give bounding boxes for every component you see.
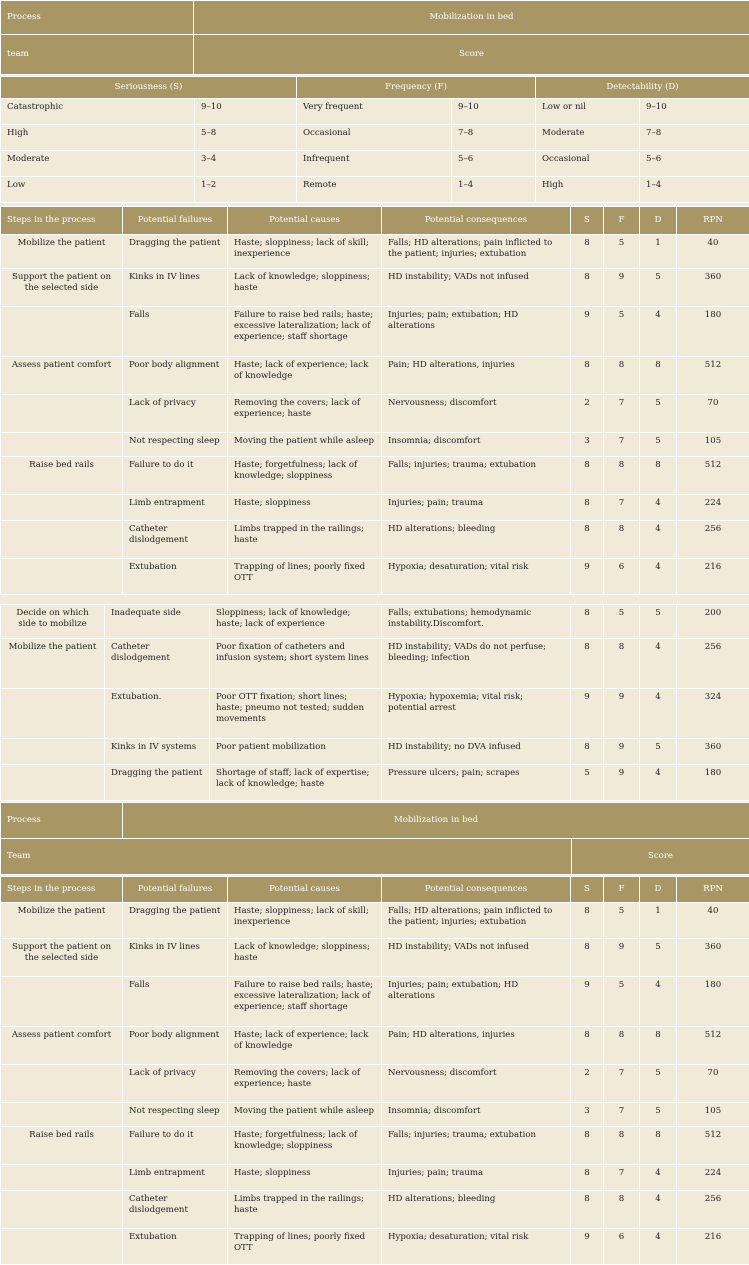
process-value-2: Mobilization in bed	[123, 803, 749, 839]
table-cell: Injuries; pain; trauma	[382, 495, 571, 521]
table-cell: 5	[604, 903, 640, 939]
table-cell: Failure to raise bed rails; haste; excessive lateralization; lack of experience; staff shortage	[228, 307, 382, 357]
table-cell: Falls; injuries; trauma; extubation	[382, 1127, 571, 1165]
table-cell: Nervousness; discomfort	[382, 1065, 571, 1103]
table-cell: Trapping of lines; poorly fixed OTT	[228, 559, 382, 595]
table-cell: 1	[640, 903, 677, 939]
table-cell: 70	[677, 395, 749, 433]
scale-cell: 5–6	[452, 151, 536, 177]
process-header-block	[0, 0, 749, 75]
table-cell: 9	[604, 269, 640, 307]
table-cell: 256	[677, 1191, 749, 1229]
table-cell: 180	[677, 765, 749, 801]
table-cell: Poor body alignment	[123, 357, 228, 395]
table-cell: Mobilize the patient	[1, 903, 123, 939]
table-row	[1, 1165, 749, 1191]
table-cell: Pressure ulcers; pain; scrapes	[382, 765, 571, 801]
table-cell	[1, 1229, 123, 1265]
table-row	[1, 1027, 749, 1065]
scale-row	[1, 151, 749, 177]
table-cell: 9	[604, 739, 640, 765]
table-cell: HD alterations; bleeding	[382, 1191, 571, 1229]
table-cell: 4	[640, 1191, 677, 1229]
table-row	[1, 521, 749, 559]
table-row	[1, 559, 749, 595]
table-cell	[1, 1103, 123, 1127]
table-cell: Insomnia; discomfort	[382, 1103, 571, 1127]
table-cell: Hypoxia; desaturation; vital risk	[382, 1229, 571, 1265]
table-cell: 5	[640, 1065, 677, 1103]
table-row	[1, 939, 749, 977]
table-cell: Insomnia; discomfort	[382, 433, 571, 457]
table-cell: 200	[677, 605, 749, 639]
column-header: Steps in the process	[1, 207, 123, 235]
table-cell: Decide on which side to mobilize	[1, 605, 105, 639]
scoring-scale-table	[0, 76, 749, 203]
table-cell: 8	[604, 1027, 640, 1065]
table-cell: 4	[640, 559, 677, 595]
table-cell: Poor fixation of catheters and infusion system; short system lines	[210, 639, 382, 689]
column-header: Potential causes	[228, 207, 382, 235]
frequency-header: Frequency (F)	[297, 77, 536, 99]
column-header: Potential consequences	[382, 207, 571, 235]
team-label: team	[1, 35, 194, 75]
scale-row	[1, 125, 749, 151]
table-row	[1, 307, 749, 357]
table-cell: 8	[571, 1191, 604, 1229]
table-cell: 7	[604, 495, 640, 521]
table-cell: Trapping of lines; poorly fixed OTT	[228, 1229, 382, 1265]
process-label: Process	[1, 1, 194, 35]
table-cell: 5	[640, 395, 677, 433]
table-cell: 8	[604, 521, 640, 559]
table-cell: Hypoxia; hypoxemia; vital risk; potential arrest	[382, 689, 571, 739]
scale-cell: High	[1, 125, 195, 151]
scale-cell: 7–8	[452, 125, 536, 151]
table-cell: 8	[604, 457, 640, 495]
table-row	[1, 1065, 749, 1103]
table-cell	[1, 977, 123, 1027]
table-cell: 9	[604, 689, 640, 739]
fmea-table-3	[0, 876, 749, 1265]
table-row	[1, 357, 749, 395]
table-cell: Catheter dislodgement	[123, 521, 228, 559]
column-header: F	[604, 207, 640, 235]
table-cell: 4	[640, 689, 677, 739]
score-label: Score	[194, 35, 749, 75]
table-cell: 512	[677, 1127, 749, 1165]
column-header: D	[640, 207, 677, 235]
scale-cell: Moderate	[1, 151, 195, 177]
table-cell	[1, 739, 105, 765]
table-cell: Hypoxia; desaturation; vital risk	[382, 559, 571, 595]
table-cell: 224	[677, 1165, 749, 1191]
table-cell: 9	[571, 1229, 604, 1265]
table-row	[1, 269, 749, 307]
table-cell: Poor OTT fixation; short lines; haste; pneumo not tested; sudden movements	[210, 689, 382, 739]
table-cell: Falls	[123, 307, 228, 357]
table-cell: 5	[604, 605, 640, 639]
scale-row	[1, 177, 749, 203]
table-cell: Inadequate side	[105, 605, 210, 639]
table-cell: 6	[604, 1229, 640, 1265]
scale-cell: 1–4	[452, 177, 536, 203]
scale-cell: 7–8	[640, 125, 749, 151]
table-cell: Extubation	[123, 1229, 228, 1265]
column-header: RPN	[677, 207, 749, 235]
table-cell: Falls; injuries; trauma; extubation	[382, 457, 571, 495]
table-cell: Sloppiness; lack of knowledge; haste; lack of experience	[210, 605, 382, 639]
table-cell: Mobilize the patient	[1, 639, 105, 689]
table-cell: Catheter dislodgement	[105, 639, 210, 689]
table-cell: 105	[677, 1103, 749, 1127]
table-cell: 3	[571, 1103, 604, 1127]
table-cell: Limbs trapped in the railings; haste	[228, 521, 382, 559]
scale-cell: 3–4	[195, 151, 297, 177]
table-cell: Falls; extubations; hemodynamic instability.Discomfort.	[382, 605, 571, 639]
table-cell	[1, 1191, 123, 1229]
table-cell: 7	[604, 1065, 640, 1103]
table-cell: 256	[677, 639, 749, 689]
seriousness-header: Seriousness (S)	[1, 77, 297, 99]
table-cell	[1, 559, 123, 595]
table-row	[1, 765, 749, 801]
table-cell: Injuries; pain; extubation; HD alterations	[382, 307, 571, 357]
table-cell: Limb entrapment	[123, 1165, 228, 1191]
table-cell: Dragging the patient	[123, 235, 228, 269]
table-cell: Kinks in IV lines	[123, 269, 228, 307]
table-cell: 360	[677, 739, 749, 765]
table-cell: 9	[571, 559, 604, 595]
scale-cell: Remote	[297, 177, 452, 203]
table-cell: 2	[571, 1065, 604, 1103]
table-cell: Kinks in IV systems	[105, 739, 210, 765]
table-cell: 9	[571, 307, 604, 357]
table-cell: 8	[571, 495, 604, 521]
table-cell: Haste; forgetfulness; lack of knowledge; sloppiness	[228, 1127, 382, 1165]
table-cell: Pain; HD alterations, injuries	[382, 357, 571, 395]
scale-cell: 1–2	[195, 177, 297, 203]
table-cell: Nervousness; discomfort	[382, 395, 571, 433]
table-cell: 180	[677, 977, 749, 1027]
table-cell: Not respecting sleep	[123, 433, 228, 457]
table-cell: 256	[677, 521, 749, 559]
table-cell: 360	[677, 269, 749, 307]
table-cell: 3	[571, 433, 604, 457]
table-cell: Raise bed rails	[1, 457, 123, 495]
table-cell: 8	[604, 357, 640, 395]
column-header: F	[604, 877, 640, 903]
table-cell: Poor body alignment	[123, 1027, 228, 1065]
table-cell: 8	[640, 357, 677, 395]
fmea-table-1-block	[0, 206, 749, 595]
table-cell: Limb entrapment	[123, 495, 228, 521]
table-cell: 7	[604, 433, 640, 457]
table-cell: Haste; sloppiness	[228, 495, 382, 521]
table-cell: 216	[677, 559, 749, 595]
column-header: S	[571, 877, 604, 903]
column-header: D	[640, 877, 677, 903]
table-row	[1, 1127, 749, 1165]
scale-cell: Occasional	[536, 151, 640, 177]
table-cell: Haste; lack of experience; lack of knowledge	[228, 1027, 382, 1065]
table-row	[1, 605, 749, 639]
table-cell: 5	[571, 765, 604, 801]
scale-cell: Occasional	[297, 125, 452, 151]
table-cell: 7	[604, 1165, 640, 1191]
table-cell: 4	[640, 495, 677, 521]
table-cell: Catheter dislodgement	[123, 1191, 228, 1229]
table-cell: Dragging the patient	[123, 903, 228, 939]
table-cell: Haste; lack of experience; lack of knowledge	[228, 357, 382, 395]
table-cell: 8	[640, 1027, 677, 1065]
process-header-block-2	[0, 802, 749, 875]
scale-cell: 1–4	[640, 177, 749, 203]
table-cell: Removing the covers; lack of experience; haste	[228, 395, 382, 433]
table-cell: HD instability; no DVA infused	[382, 739, 571, 765]
table-cell: 5	[640, 269, 677, 307]
process-value: Mobilization in bed	[194, 1, 749, 35]
table-row	[1, 495, 749, 521]
table-cell: Falls; HD alterations; pain inflicted to the patient; injuries; extubation	[382, 903, 571, 939]
table-cell: 8	[571, 1127, 604, 1165]
scale-cell: Very frequent	[297, 99, 452, 125]
detectability-header: Detectability (D)	[536, 77, 749, 99]
scale-cell: High	[536, 177, 640, 203]
table-cell	[1, 307, 123, 357]
scoring-scale-block	[0, 76, 749, 203]
table-cell	[1, 1165, 123, 1191]
scale-cell: Catastrophic	[1, 99, 195, 125]
table-cell: Haste; forgetfulness; lack of knowledge; sloppiness	[228, 457, 382, 495]
table-cell: 8	[571, 457, 604, 495]
table-cell: 4	[640, 1229, 677, 1265]
table-cell: 8	[571, 739, 604, 765]
table-cell: Kinks in IV lines	[123, 939, 228, 977]
table-cell: 5	[640, 605, 677, 639]
team-label-2: Team	[1, 839, 572, 875]
table-cell: Failure to do it	[123, 457, 228, 495]
table-cell: 7	[604, 1103, 640, 1127]
table-cell: 8	[640, 1127, 677, 1165]
fmea-table-2-block	[0, 604, 749, 801]
table-cell: Extubation	[123, 559, 228, 595]
table-cell	[1, 689, 105, 739]
table-cell: Assess patient comfort	[1, 1027, 123, 1065]
score-label-2: Score	[572, 839, 749, 875]
fmea-table-3-block	[0, 876, 749, 1265]
table-cell: Lack of knowledge; sloppiness; haste	[228, 939, 382, 977]
table-cell: 4	[640, 307, 677, 357]
table-cell: 5	[604, 235, 640, 269]
table-row	[1, 639, 749, 689]
scale-cell: 9–10	[195, 99, 297, 125]
table-cell: 4	[640, 639, 677, 689]
table-cell: 9	[571, 977, 604, 1027]
table-cell: Not respecting sleep	[123, 1103, 228, 1127]
table-cell: 105	[677, 433, 749, 457]
table-cell: 216	[677, 1229, 749, 1265]
table-cell: 4	[640, 765, 677, 801]
table-row	[1, 457, 749, 495]
table-cell: 8	[604, 1127, 640, 1165]
table-cell: Raise bed rails	[1, 1127, 123, 1165]
table-cell: 5	[640, 739, 677, 765]
scale-cell: Low	[1, 177, 195, 203]
table-cell: Extubation.	[105, 689, 210, 739]
scale-cell: 9–10	[452, 99, 536, 125]
table-cell: Injuries; pain; trauma	[382, 1165, 571, 1191]
table-cell: 8	[571, 1165, 604, 1191]
table-cell: Failure to do it	[123, 1127, 228, 1165]
table-cell	[1, 495, 123, 521]
fmea-table-2	[0, 604, 749, 801]
table-cell: 5	[604, 977, 640, 1027]
scale-row	[1, 99, 749, 125]
table-cell: 8	[571, 639, 604, 689]
table-cell: 224	[677, 495, 749, 521]
table-cell	[1, 765, 105, 801]
table-cell: 1	[640, 235, 677, 269]
column-header: Potential failures	[123, 207, 228, 235]
column-header: Potential failures	[123, 877, 228, 903]
table-cell: 40	[677, 903, 749, 939]
table-row	[1, 977, 749, 1027]
table-cell: HD alterations; bleeding	[382, 521, 571, 559]
table-cell: 8	[571, 939, 604, 977]
table-cell: 9	[571, 689, 604, 739]
table-cell: 4	[640, 521, 677, 559]
column-header: RPN	[677, 877, 749, 903]
table-cell: 8	[604, 1191, 640, 1229]
table-cell: 9	[604, 939, 640, 977]
table-cell: Lack of knowledge; sloppiness; haste	[228, 269, 382, 307]
table-cell: HD instability; VADs do not perfuse; bleeding; infection	[382, 639, 571, 689]
scale-cell: Infrequent	[297, 151, 452, 177]
table-row	[1, 1229, 749, 1265]
table-cell: Injuries; pain; extubation; HD alterations	[382, 977, 571, 1027]
table-cell: 8	[571, 1027, 604, 1065]
table-cell: Mobilize the patient	[1, 235, 123, 269]
table-cell: Limbs trapped in the railings; haste	[228, 1191, 382, 1229]
table-cell: 4	[640, 977, 677, 1027]
table-cell: Shortage of staff; lack of expertise; lack of knowledge; haste	[210, 765, 382, 801]
table-cell: Haste; sloppiness; lack of skill; inexperience	[228, 903, 382, 939]
table-row	[1, 433, 749, 457]
scale-cell: 5–6	[640, 151, 749, 177]
table-row	[1, 1191, 749, 1229]
column-header: Potential causes	[228, 877, 382, 903]
column-header: Potential consequences	[382, 877, 571, 903]
fmea-table-1	[0, 206, 749, 595]
table-cell: Pain; HD alterations, injuries	[382, 1027, 571, 1065]
table-cell: 40	[677, 235, 749, 269]
table-cell: 512	[677, 1027, 749, 1065]
table-cell: Falls; HD alterations; pain inflicted to the patient; injuries; extubation	[382, 235, 571, 269]
table-cell: 2	[571, 395, 604, 433]
table-cell: Moving the patient while asleep	[228, 433, 382, 457]
table-cell: 5	[640, 433, 677, 457]
table-cell: 4	[640, 1165, 677, 1191]
table-cell: 5	[640, 1103, 677, 1127]
scale-cell: 5–8	[195, 125, 297, 151]
table-cell: Lack of privacy	[123, 395, 228, 433]
table-cell: 8	[640, 457, 677, 495]
table-cell: Falls	[123, 977, 228, 1027]
table-cell: Poor patient mobilization	[210, 739, 382, 765]
table-cell	[1, 395, 123, 433]
table-cell: 512	[677, 457, 749, 495]
table-cell: HD instability; VADs not infused	[382, 269, 571, 307]
column-header: Steps in the process	[1, 877, 123, 903]
table-cell: HD instability; VADs not infused	[382, 939, 571, 977]
table-cell: Assess patient comfort	[1, 357, 123, 395]
table-cell: Haste; sloppiness; lack of skill; inexperience	[228, 235, 382, 269]
table-cell: 5	[604, 307, 640, 357]
table-row	[1, 1103, 749, 1127]
table-cell: 8	[571, 357, 604, 395]
table-cell: 8	[571, 269, 604, 307]
table-cell: Haste; sloppiness	[228, 1165, 382, 1191]
table-cell	[1, 521, 123, 559]
table-cell: 8	[571, 605, 604, 639]
table-cell: Removing the covers; lack of experience; haste	[228, 1065, 382, 1103]
table-cell: 9	[604, 765, 640, 801]
column-header: S	[571, 207, 604, 235]
table-cell	[1, 1065, 123, 1103]
table-cell: Support the patient on the selected side	[1, 939, 123, 977]
table-cell: 360	[677, 939, 749, 977]
process-label-2: Process	[1, 803, 123, 839]
table-row	[1, 395, 749, 433]
table-cell: 6	[604, 559, 640, 595]
table-row	[1, 235, 749, 269]
table-cell: Failure to raise bed rails; haste; excessive lateralization; lack of experience; staff shortage	[228, 977, 382, 1027]
table-row	[1, 903, 749, 939]
table-cell: 180	[677, 307, 749, 357]
scale-cell: Moderate	[536, 125, 640, 151]
table-row	[1, 689, 749, 739]
table-cell: 512	[677, 357, 749, 395]
table-cell: 7	[604, 395, 640, 433]
table-cell: 324	[677, 689, 749, 739]
scale-cell: Low or nil	[536, 99, 640, 125]
table-cell: 70	[677, 1065, 749, 1103]
table-cell: 8	[604, 639, 640, 689]
table-cell: 8	[571, 903, 604, 939]
table-cell: Lack of privacy	[123, 1065, 228, 1103]
table-row	[1, 739, 749, 765]
table-cell: 5	[640, 939, 677, 977]
table-cell: 8	[571, 521, 604, 559]
table-cell: 8	[571, 235, 604, 269]
scale-cell: 9–10	[640, 99, 749, 125]
table-cell: Dragging the patient	[105, 765, 210, 801]
table-cell: Support the patient on the selected side	[1, 269, 123, 307]
table-cell: Moving the patient while asleep	[228, 1103, 382, 1127]
table-cell	[1, 433, 123, 457]
